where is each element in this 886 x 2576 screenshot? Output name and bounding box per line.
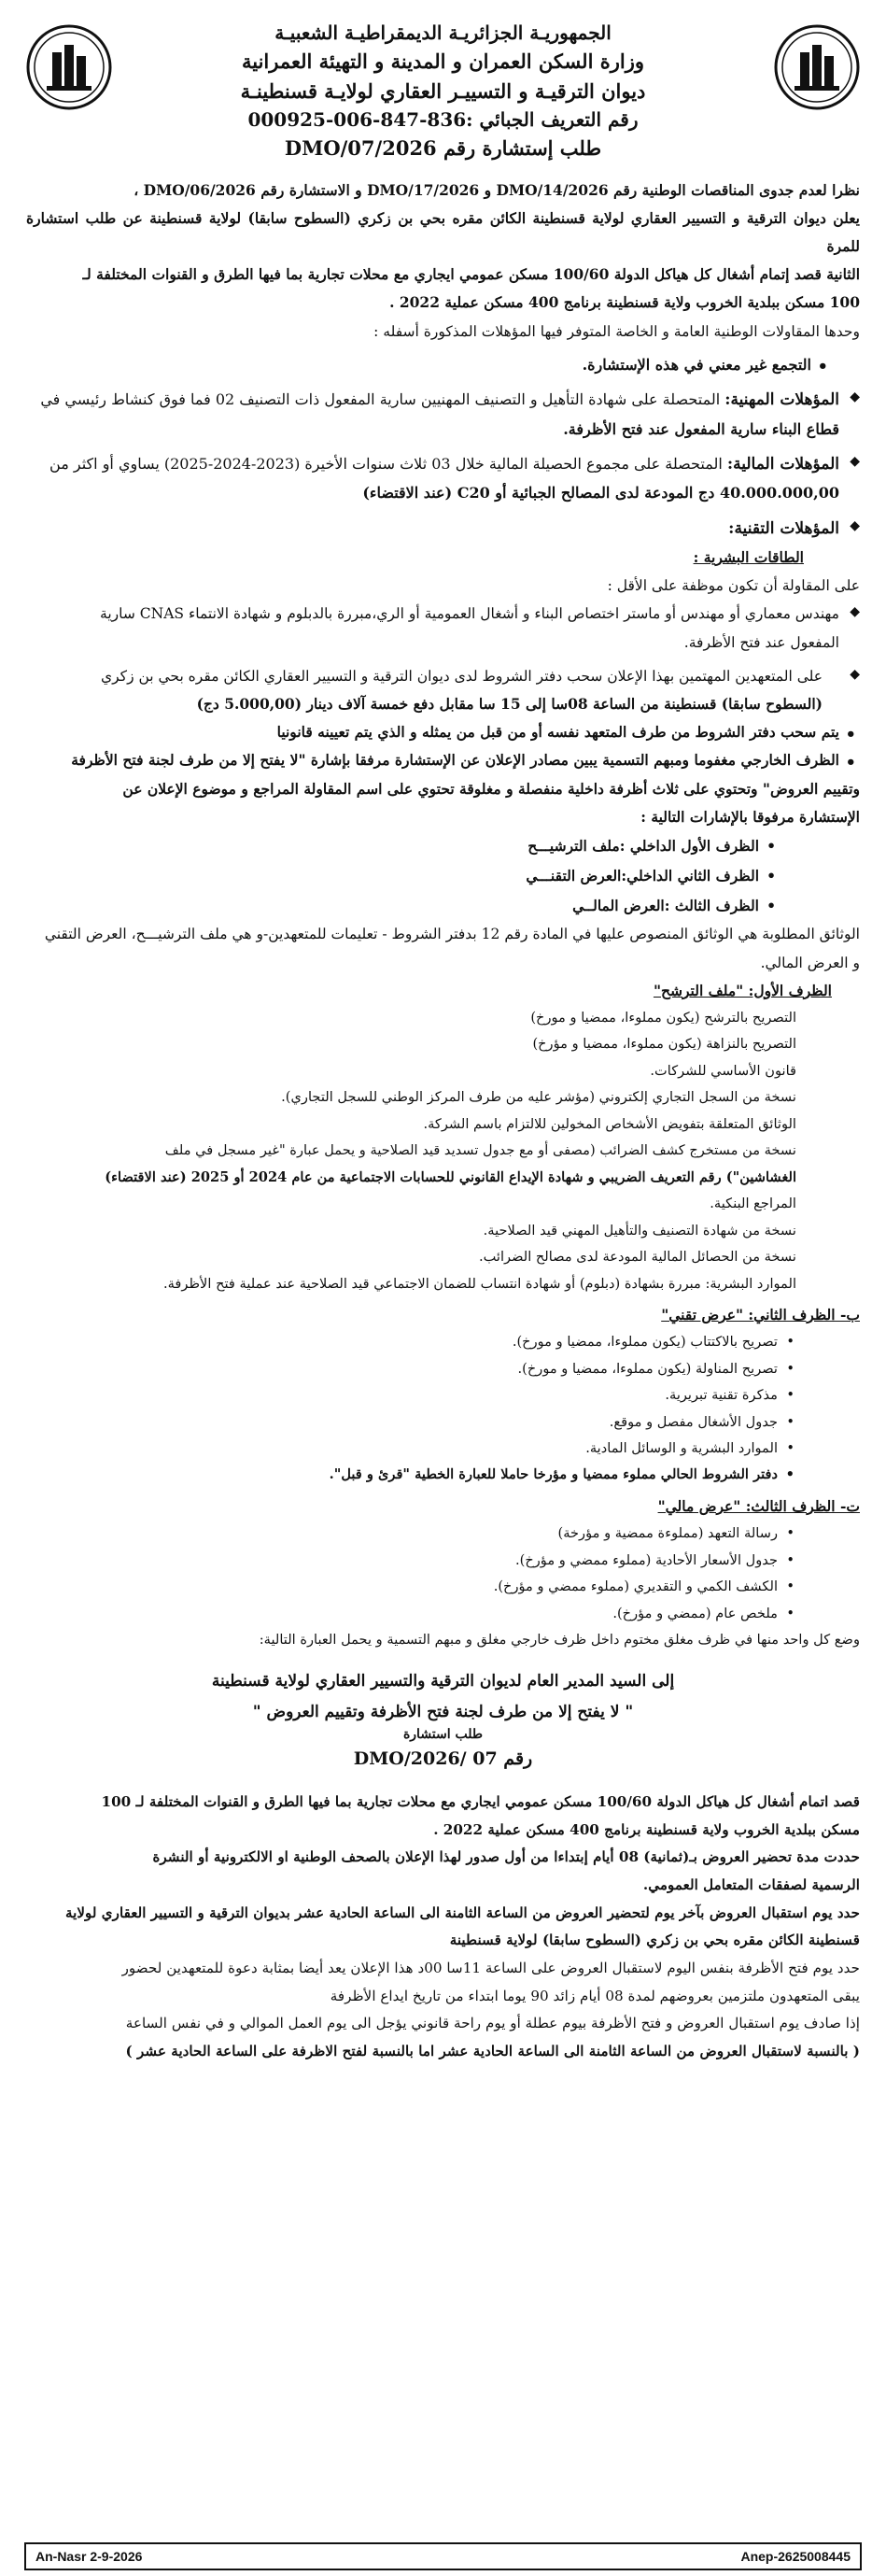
list-item: • تصريح بالاكتتاب (يكون مملوءا، ممضيا و مورخ). [26,1329,795,1355]
list-item: الوثائق المتعلقة بتفويض الأشخاص المخولين للالتزام باسم الشركة. [423,1115,796,1132]
engineer-text-2: المفعول عند فتح الأظرفة. [683,633,839,651]
list-item: • دفتر الشروط الحالي مملوء ممضيا و مؤرخا حاملا للعبارة الخطية "قرئ و قبل". [26,1462,795,1488]
final-line: حددت مدة تحضير العروض بـ(ثمانية) 08 أيام إبتداءا من أول صدور لهذا الإعلان بالصحف الوطنية او الالكترونية أو النشرة [152,1848,860,1866]
final-line: حدد يوم فتح الأظرفة بنفس اليوم لاستقبال العروض على الساعة 11سا 00د هذا الإعلان يعد أيضا بمثابة دعوة للمتعهدين لحضور [121,1959,860,1976]
opgi-logo-left [24,21,114,114]
final-line: الرسمية لصفقات المتعامل العمومي. [642,1876,860,1894]
envelope-line: وتقييم العروض" وتحتوي على ثلاث أظرفة داخلية منفصلة و مغلوقة تحتوي على اسم المقاولة المراجع و موضوع الإعلان عن [122,779,860,798]
intro-line: الثانية قصد إتمام أشغال كل هياكل الدولة 100/60 مسكن عمومي ايجاري مع محلات تجارية بما فيها الطرق و القنوات المختلفة لـ [82,265,860,284]
list-item: • الظرف الأول الداخلي :ملف الترشيـــح [26,831,776,861]
list-item: • الكشف الكمي و التقديري (مملوء ممضي و مؤرخ). [26,1574,795,1600]
list-item: المراجع البنكية. [710,1196,796,1212]
footer-anep: Anep-2625008445 [740,2549,851,2564]
human-resources [26,544,860,572]
env1-title: الظرف الأول: "ملف الترشح" [653,981,832,999]
professional-qualifications [26,385,860,444]
technical-title: المؤهلات التقنية: [728,518,839,538]
list-item: • الظرف الثاني الداخلي:العرض التقنـــي [26,861,776,891]
withdraw-line: • يتم سحب دفتر الشروط من طرف المتعهد نفسه أو من قبل من يمثله و الذي يتم تعيينه قانونيا [26,718,860,746]
ministry-title: وزارة السكن العمران و المدينة و التهيئة العمرانية [241,50,644,73]
professional-title: المؤهلات المهنية: [724,390,839,410]
header [138,19,748,163]
final-section [26,1789,860,2065]
human-title: الطاقات البشرية : [693,547,804,566]
address-number: رقم 07 /2026/DMO [353,1748,533,1770]
intro-line: 100 مسكن ببلدية الخروب ولاية قسنطينة برنامج 400 مسكن عملية 2022 . [389,293,860,312]
list-item: • رسالة التعهد (مملوءة ممضية و مؤرخة) [26,1521,795,1547]
intro-line: نظرا لعدم جدوى المناقصات الوطنية رقم 2026/DMO/14 و 2026/DMO/17 و الاستشارة رقم 2026/DMO/06 ، [134,180,860,199]
list-item: • ملخص عام (ممضي و مؤرخ). [26,1601,795,1627]
tax-id: رقم التعريف الجبائي :836-847-006-000925 [247,108,639,131]
intro-line: يعلن ديوان الترقية و التسيير العقاري لولاية قسنطينة الكائن مقره بحي بن زكري (السطوح سابقا) لولاية قسنطينة عن طلب استشارة للمرة [26,208,860,255]
human-note-text: على المقاولة أن تكون موظفة على الأقل : [607,577,860,595]
env3-list [26,1521,860,1627]
final-line: قصد اتمام أشغال كل هياكل الدولة 100/60 مسكن عمومي ايجاري مع محلات تجارية بما فيها الطرق و القنوات المختلفة لـ 100 [101,1793,860,1811]
consultation-number: طلب إستشارة رقم 2026/DMO/07 [284,136,602,160]
address-to: إلى السيد المدير العام لديوان الترقية والتسيير العقاري لولاية قسنطينة [211,1672,675,1691]
professional-text-2: قطاع البناء سارية المفعول عند فتح الأظرفة. [563,419,839,438]
engineer-text: ◆ مهندس معماري أو مهندس أو ماستر اختصاص البناء و أشغال العمومية أو الري،مبررة بالدبلوم و شهادة الانتماء CNAS سارية [26,600,860,628]
engineer-requirement [26,600,860,656]
docs-note-line: و العرض المالي. [760,954,860,971]
docs-note-line: الوثائق المطلوبة هي الوثائق المنصوص عليها في المادة رقم 12 بدفتر الشروط - تعليمات للمتعهدين-و هي ملف الترشيـــح، العرض التقني [44,926,860,943]
list-item: قانون الأساسي للشركات. [650,1062,796,1079]
financial-text-2: 40.000.000,00 دج المودعة لدى المصالح الجبائية أو C20 (عند الاقتضاء) [362,484,839,502]
final-line: حدد يوم استقبال العروض بآخر يوم لتحضير العروض من الساعة الثامنة الى الساعة الحادية عشر بديوان الترقية و التسيير العقاري لولاية [64,1904,860,1921]
list-item: • مذكرة تقنية تبريرية. [26,1382,795,1408]
final-line: ( بالنسبة لاستقبال العروض من الساعة الثامنة الى الساعة الحادية عشر اما بالنسبة لفتح الاظرفة على الساعة الحادية عشر ) [125,2042,860,2059]
final-line: قسنطينة الكائن مقره بحي بن زكري (السطوح سابقا) لولاية قسنطينة [449,1932,860,1949]
list-item: • جدول الأشغال مفصل و موقع. [26,1409,795,1436]
office-title: ديوان الترقيـة و التسييـر العقاري لولايـة قسنطينـة [240,78,646,103]
list-item: نسخة من شهادة التصنيف والتأهيل المهني قيد الصلاحية. [483,1222,796,1238]
financial-title: المؤهلات المالية: [726,454,839,474]
withdraw-line: (السطوح سابقا) قسنطينة من الساعة 08سا إلى 15 سا مقابل دفع خمسة آلاف دينار (5.000,00 دج) [196,694,823,713]
withdraw-section [26,662,860,747]
list-item: الموارد البشرية: مبررة بشهادة (دبلوم) أو شهادة انتساب للضمان الاجتماعي قيد الصلاحية عند عملية فتح الأظرفة. [162,1275,796,1292]
financial-qualifications [26,449,860,508]
list-item: نسخة من الحصائل المالية المودعة لدى مصالح الضرائب. [478,1249,796,1266]
grouping-note: • التجمع غير معني في هذه الإستشارة. [26,351,832,379]
envelope-line: • الظرف الخارجي مغفوما ومبهم التسمية يبين مصادر الإعلان عن الإستشارة مرفقا بإشارة "لا يفتح إلا من طرف لجنة فتح الأظرفة [26,746,860,774]
professional-text: المتحصلة على شهادة التأهيل و التصنيف المهنيين سارية المفعول ذات التصنيف 02 فما فوق كنشاط رئيسي في [40,390,725,409]
docs-note [26,920,860,976]
list-item: الغشاشين") رقم التعريف الضريبي و شهادة الإيداع القانوني للحسابات الاجتماعية من عام 2024 أو 2025 (عند الاقتضاء) [105,1168,796,1185]
list-item: نسخة من السجل التجاري إلكتروني (مؤشر عليه من طرف المركز الوطني للسجل التجاري). [281,1089,796,1106]
list-item: • جدول الأسعار الأحادية (مملوء ممضي و مؤرخ). [26,1548,795,1574]
opgi-logo-right [772,21,862,114]
republic-title: الجمهوريـة الجزائريـة الديمقراطيـة الشعبيـة [274,21,612,44]
list-item: • الظرف الثالث :العرض المالــي [26,891,776,921]
final-line: إذا صادف يوم استقبال العروض و فتح الأظرفة بيوم عطلة أو يوم راحة قانوني يؤجل الى يوم العمل الموالي و في نفس الساعة [125,2015,860,2032]
footer-newspaper: An-Nasr 2-9-2026 [35,2549,143,2564]
env2-list [26,1329,860,1489]
address-notice: " لا يفتح إلا من طرف لجنة فتح الأظرفة وتقييم العروض " [252,1702,634,1721]
list-item: التصريح بالنزاهة (يكون مملوءا، ممضيا و مؤرخ) [532,1036,796,1053]
envelopes-list [26,831,860,920]
envelope-line: الإستشارة مرفوقا بالإشارات التالية : [640,807,860,826]
envelope-section [26,746,860,831]
withdraw-line: ◆ على المتعهدين المهتمين بهذا الإعلان سحب دفتر الشروط لدى ديوان الترقية و التسيير العقاري الكائن مقره بحي بن زكري [26,662,860,690]
env1-list [26,1005,860,1297]
technical-qualifications [26,514,860,544]
human-note [26,572,860,600]
footer-bar [24,2542,862,2570]
env2-title: ب- الظرف الثاني: "عرض تقني" [661,1306,860,1323]
list-item: نسخة من مستخرج كشف الضرائب (مصفى أو مع جدول تسديد قيد الصلاحية و يحمل عبارة "غير مسجل في ملف [164,1142,796,1159]
financial-text: المتحصلة على مجموع الحصيلة المالية خلال 03 ثلاث سنوات الأخيرة (2023-2024-2025) يساوي أو اكثر من [49,454,727,473]
final-line: يبقى المتعهدون ملتزمين بعروضهم لمدة 08 أيام زائد 90 يوما ابتداء من تاريخ ايداع الأظرفة [330,1987,860,2004]
list-item: • تصريح المناولة (يكون مملوءا، ممضيا و مورخ). [26,1356,795,1382]
address-request: طلب استشارة [402,1727,484,1743]
list-item: التصريح بالترشح (يكون مملوءا، ممضيا و مورخ) [530,1010,796,1026]
intro-line: وحدها المقاولات الوطنية العامة و الخاصة المتوفر فيها المؤهلات المذكورة أسفله : [373,322,860,340]
env3-title: ت- الظرف الثالث: "عرض مالي" [657,1496,860,1515]
list-item: • الموارد البشرية و الوسائل المادية. [26,1436,795,1462]
env3-closing: وضع كل واحد منها في ظرف مغلق مختوم داخل ظرف خارجي مغلق و مبهم التسمية و يحمل العبارة التالية: [259,1631,860,1648]
intro-paragraph [26,177,860,346]
final-line: مسكن ببلدية الخروب ولاية قسنطينة برنامج 400 مسكن عملية 2022 . [433,1820,860,1838]
address-block [26,1666,860,1776]
